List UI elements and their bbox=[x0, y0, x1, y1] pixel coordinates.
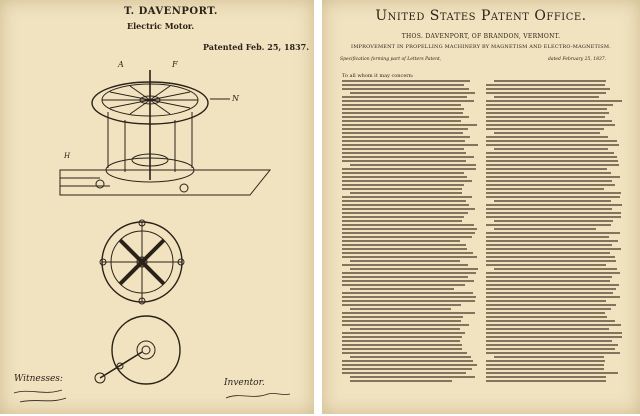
body-text-line bbox=[342, 248, 467, 250]
body-text-line bbox=[486, 360, 605, 362]
body-text-line bbox=[486, 276, 612, 278]
body-text-line bbox=[342, 152, 466, 154]
body-text-line bbox=[350, 376, 475, 378]
body-text-line bbox=[342, 208, 475, 210]
body-text-line bbox=[486, 168, 607, 170]
body-text-line bbox=[350, 192, 462, 194]
body-text-line bbox=[486, 336, 622, 338]
body-text-line bbox=[342, 324, 469, 326]
body-text-line bbox=[342, 236, 472, 238]
body-text-line bbox=[342, 116, 469, 118]
body-text-line bbox=[342, 220, 462, 222]
body-text-line bbox=[342, 360, 473, 362]
body-text-line bbox=[342, 88, 469, 90]
body-text-line bbox=[342, 264, 468, 266]
body-text-line bbox=[350, 268, 478, 270]
body-text-line bbox=[342, 172, 464, 174]
body-text-line bbox=[486, 308, 611, 310]
body-text-line bbox=[486, 160, 618, 162]
body-text-line bbox=[342, 348, 462, 350]
body-text-line bbox=[342, 160, 466, 162]
body-text-line bbox=[350, 356, 471, 358]
body-text-line bbox=[342, 232, 475, 234]
body-text-line bbox=[342, 332, 465, 334]
body-text-line bbox=[486, 212, 621, 214]
body-text-line bbox=[494, 356, 604, 358]
body-text-line bbox=[350, 260, 460, 262]
body-text-line bbox=[342, 340, 460, 342]
patent-holder-name: T. DAVENPORT. bbox=[124, 6, 218, 17]
body-text-line bbox=[486, 152, 614, 154]
body-text-line bbox=[486, 376, 606, 378]
body-text-line bbox=[486, 128, 604, 130]
body-text-line bbox=[494, 132, 600, 134]
inventor-signature bbox=[226, 393, 290, 398]
salutation: To all whom it may concern: bbox=[342, 73, 414, 79]
body-text-line bbox=[342, 312, 475, 314]
body-text-line bbox=[342, 136, 470, 138]
body-text-line bbox=[342, 144, 478, 146]
body-text-line bbox=[486, 188, 604, 190]
body-text-line bbox=[486, 300, 606, 302]
body-text-line bbox=[486, 120, 612, 122]
body-text-line bbox=[486, 224, 611, 226]
body-text-line bbox=[342, 252, 473, 254]
inventor-label: Inventor. bbox=[224, 378, 265, 388]
body-text-line bbox=[486, 104, 613, 106]
office-title: United States Patent Office. bbox=[375, 8, 587, 24]
body-text-line bbox=[342, 196, 472, 198]
body-text-line bbox=[350, 380, 452, 382]
body-text-line bbox=[486, 344, 618, 346]
body-text-line bbox=[342, 100, 474, 102]
motor-base-figure bbox=[95, 316, 180, 384]
body-text-line bbox=[486, 368, 604, 370]
svg-text:H: H bbox=[64, 152, 71, 160]
body-text-line bbox=[342, 284, 465, 286]
body-text-line bbox=[486, 88, 610, 90]
body-text-line bbox=[486, 100, 622, 102]
body-text-line bbox=[486, 192, 621, 194]
body-text-line bbox=[350, 328, 460, 330]
body-text-line bbox=[342, 280, 474, 282]
witness-signature bbox=[14, 390, 66, 402]
body-text-line bbox=[494, 228, 596, 230]
body-text-line bbox=[486, 164, 619, 166]
body-text-line bbox=[486, 84, 605, 86]
body-text-line bbox=[486, 112, 609, 114]
patent-drawing-sheet bbox=[0, 0, 314, 414]
body-text-line bbox=[486, 296, 620, 298]
body-text-line bbox=[486, 208, 612, 210]
body-text-line bbox=[342, 216, 464, 218]
body-text-line bbox=[342, 140, 465, 142]
body-text-line bbox=[486, 244, 612, 246]
author-line: THOS. DAVENPORT, OF BRANDON, VERMONT. bbox=[401, 33, 561, 40]
motor-perspective-figure bbox=[60, 60, 270, 195]
body-text-line bbox=[486, 320, 615, 322]
body-text-line bbox=[342, 368, 472, 370]
body-text-line bbox=[486, 364, 604, 366]
body-text-line bbox=[342, 316, 463, 318]
body-text-line bbox=[486, 124, 615, 126]
improvement-line: IMPROVEMENT IN PROPELLING MACHINERY BY MAGNETISM AND ELECTRO-MAGNETISM. bbox=[351, 44, 611, 50]
body-text-line bbox=[342, 228, 477, 230]
body-text-line bbox=[342, 296, 476, 298]
body-text-line bbox=[486, 280, 610, 282]
body-text-line bbox=[342, 304, 461, 306]
body-text-line bbox=[486, 316, 607, 318]
body-text-line bbox=[486, 144, 619, 146]
body-text-line bbox=[342, 108, 464, 110]
body-text-line bbox=[342, 200, 466, 202]
body-text-line bbox=[342, 204, 469, 206]
body-text-line bbox=[486, 136, 608, 138]
body-text-line bbox=[486, 140, 617, 142]
body-text-line bbox=[342, 184, 464, 186]
body-text-line bbox=[342, 120, 461, 122]
patent-dated-note: dated February 25, 1837. bbox=[548, 57, 607, 62]
text-column-right bbox=[486, 80, 622, 386]
body-text-line bbox=[350, 164, 476, 166]
body-text-line bbox=[342, 292, 473, 294]
body-text-line bbox=[486, 340, 612, 342]
body-text-line bbox=[342, 124, 477, 126]
body-text-line bbox=[486, 264, 606, 266]
body-text-line bbox=[342, 132, 463, 134]
body-text-line bbox=[486, 92, 606, 94]
body-text-line bbox=[486, 240, 618, 242]
body-text-line bbox=[486, 284, 619, 286]
body-text-line bbox=[494, 200, 611, 202]
body-text-line bbox=[342, 300, 475, 302]
body-text-line bbox=[342, 320, 461, 322]
svg-text:F: F bbox=[172, 60, 178, 69]
body-text-line bbox=[486, 172, 611, 174]
body-text-line bbox=[486, 256, 615, 258]
body-text-line bbox=[486, 312, 605, 314]
body-text-line bbox=[486, 236, 609, 238]
body-text-line bbox=[486, 156, 617, 158]
body-text-line bbox=[342, 180, 472, 182]
body-text-line bbox=[342, 176, 467, 178]
body-text-line bbox=[342, 80, 470, 82]
body-text-line bbox=[486, 184, 615, 186]
body-text-line bbox=[494, 220, 613, 222]
body-text-line bbox=[494, 148, 608, 150]
body-text-line bbox=[494, 96, 599, 98]
body-text-line bbox=[342, 148, 464, 150]
body-text-line bbox=[342, 104, 461, 106]
patent-text-sheet bbox=[322, 0, 640, 414]
body-text-line bbox=[350, 92, 475, 94]
body-text-line bbox=[350, 288, 454, 290]
body-text-line bbox=[486, 288, 616, 290]
body-text-line bbox=[342, 372, 466, 374]
body-text-line bbox=[342, 96, 467, 98]
motor-drawing bbox=[0, 0, 314, 414]
body-text-line bbox=[342, 128, 468, 130]
patent-date: Patented Feb. 25, 1837. bbox=[203, 42, 309, 52]
body-text-line bbox=[486, 380, 606, 382]
svg-text:A: A bbox=[118, 60, 124, 69]
motor-top-view-figure bbox=[100, 220, 184, 304]
body-text-line bbox=[342, 256, 477, 258]
body-text-line bbox=[494, 268, 617, 270]
body-text-line bbox=[486, 272, 620, 274]
body-text-line bbox=[486, 252, 610, 254]
body-text-line bbox=[486, 352, 620, 354]
body-text-line bbox=[342, 352, 467, 354]
body-text-line bbox=[342, 84, 464, 86]
witnesses-label: Witnesses: bbox=[14, 374, 63, 384]
body-text-line bbox=[486, 304, 616, 306]
body-text-line bbox=[342, 188, 462, 190]
body-text-line bbox=[486, 180, 612, 182]
body-text-line bbox=[486, 204, 622, 206]
body-text-line bbox=[486, 176, 620, 178]
body-text-line bbox=[342, 224, 474, 226]
body-text-line bbox=[494, 80, 606, 82]
body-text-line bbox=[486, 324, 621, 326]
body-text-line bbox=[342, 244, 466, 246]
body-text-line bbox=[342, 272, 476, 274]
specification-note: Specification forming part of Letters Patent, bbox=[340, 57, 442, 62]
body-text-line bbox=[342, 156, 474, 158]
body-text-line bbox=[342, 168, 476, 170]
body-text-line bbox=[486, 348, 615, 350]
body-text-line bbox=[342, 276, 468, 278]
svg-text:N: N bbox=[232, 94, 239, 103]
body-text-line bbox=[342, 364, 477, 366]
body-text-line bbox=[486, 196, 620, 198]
body-text-line bbox=[342, 112, 463, 114]
body-text-line bbox=[486, 232, 620, 234]
body-text-line bbox=[486, 372, 618, 374]
body-text-line bbox=[342, 240, 460, 242]
body-text-line bbox=[486, 248, 621, 250]
body-text-line bbox=[486, 116, 605, 118]
body-text-line bbox=[486, 292, 613, 294]
body-text-line bbox=[486, 328, 609, 330]
patent-title: Electric Motor. bbox=[127, 21, 195, 31]
body-text-line bbox=[342, 344, 462, 346]
body-text-line bbox=[486, 260, 616, 262]
text-column-left bbox=[342, 80, 478, 386]
body-text-line bbox=[486, 216, 621, 218]
body-text-line bbox=[350, 308, 451, 310]
body-text-line bbox=[486, 332, 622, 334]
body-text-line bbox=[342, 212, 468, 214]
body-text-line bbox=[342, 336, 462, 338]
body-text-line bbox=[486, 108, 607, 110]
